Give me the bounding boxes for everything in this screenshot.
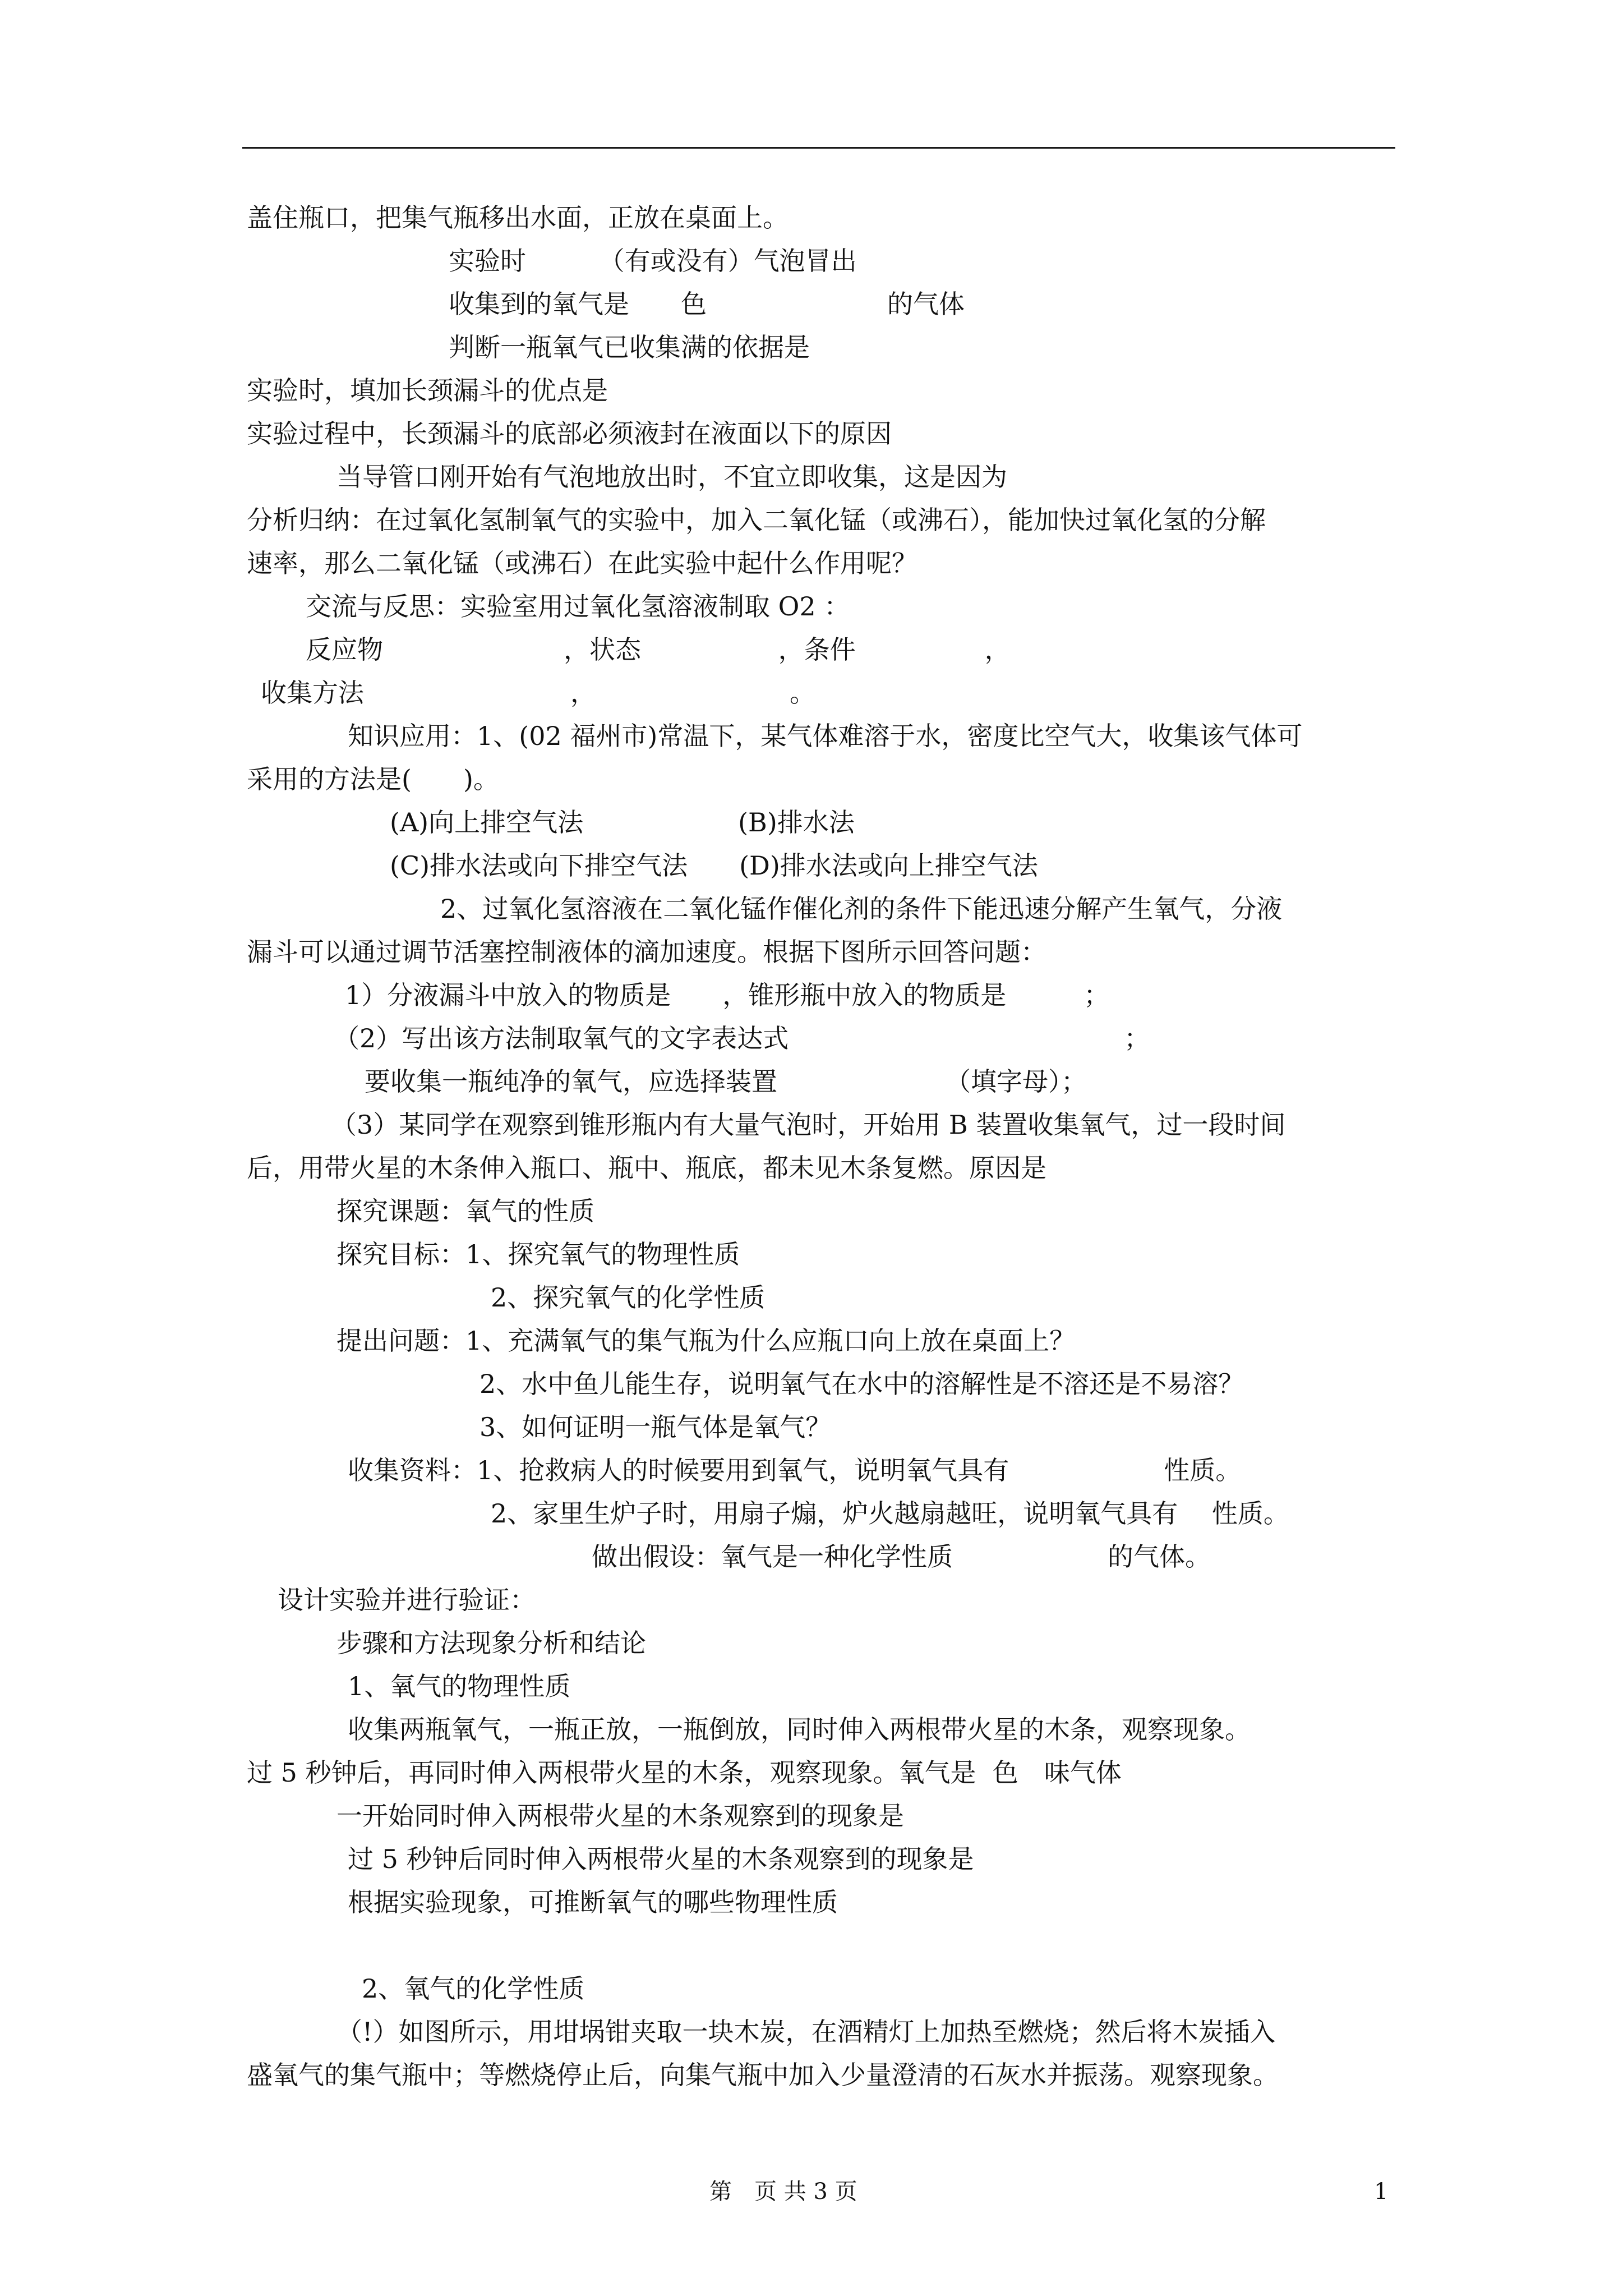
text-line: 收集资料：1、抢救病人的时候要用到氧气，说明氧气具有 性质。 (348, 1455, 1242, 1485)
text-line: 收集方法 ， 。 (261, 678, 815, 708)
text-line: 收集到的氧气是 色 的气体 (449, 289, 965, 319)
text-line: 知识应用：1、(02 福州市)常温下，某气体难溶于水，密度比空气大，收集该气体可 (348, 721, 1303, 751)
text-line: 判断一瓶氧气已收集满的依据是 (449, 332, 810, 362)
text-line: 盛氧气的集气瓶中；等燃烧停止后，向集气瓶中加入少量澄清的石灰水并振荡。观察现象。 (247, 2060, 1279, 2090)
text-line: 漏斗可以通过调节活塞控制液体的滴加速度。根据下图所示回答问题： (247, 937, 1046, 967)
text-line: 实验过程中，长颈漏斗的底部必须液封在液面以下的原因 (247, 418, 892, 449)
text-line: 1、氧气的物理性质 (348, 1671, 571, 1701)
text-line: 2、水中鱼儿能生存，说明氧气在水中的溶解性是不溶还是不易溶？ (479, 1369, 1244, 1399)
text-line: 步骤和方法现象分析和结论 (336, 1628, 646, 1658)
text-line: 交流与反思：实验室用过氧化氢溶液制取 O2 ： (306, 591, 850, 622)
text-line: 过 5 秒钟后同时伸入两根带火星的木条观察到的现象是 (348, 1844, 974, 1874)
text-line: 分析归纳：在过氧化氢制氧气的实验中，加入二氧化锰（或沸石），能加快过氧化氢的分解 (247, 505, 1266, 535)
text-line: (A)向上排空气法 (B)排水法 (390, 807, 855, 838)
text-line: 提出问题：1、充满氧气的集气瓶为什么应瓶口向上放在桌面上？ (336, 1326, 1076, 1356)
text-line: （2）写出该方法制取氧气的文字表达式 ； (334, 1023, 1150, 1053)
text-line: （!）如图所示，用坩埚钳夹取一块木炭，在酒精灯上加热至燃烧；然后将木炭插入 (336, 2017, 1276, 2047)
text-line: 采用的方法是( )。 (247, 764, 499, 794)
text-line: 反应物 ，状态 ，条件 ， (306, 634, 1011, 665)
text-line: 1）分液漏斗中放入的物质是 ，锥形瓶中放入的物质是 ； (345, 980, 1110, 1010)
text-line: 速率，那么二氧化锰（或沸石）在此实验中起什么作用呢？ (247, 548, 917, 578)
text-line: 收集两瓶氧气，一瓶正放，一瓶倒放，同时伸入两根带火星的木条，观察现象。 (348, 1714, 1251, 1745)
text-line: 2、氧气的化学性质 (362, 1973, 585, 2004)
text-line: （3）某同学在观察到锥形瓶内有大量气泡时，开始用 B 装置收集氧气，过一段时间 (331, 1110, 1286, 1140)
text-line: 2、过氧化氢溶液在二氧化锰作催化剂的条件下能迅速分解产生氧气，分液 (440, 894, 1283, 924)
text-line: 当导管口刚开始有气泡地放出时，不宜立即收集，这是因为 (336, 462, 1007, 492)
text-line: 2、探究氧气的化学性质 (491, 1282, 766, 1313)
text-line: 探究课题：氧气的性质 (336, 1196, 594, 1226)
text-line: 设计实验并进行验证： (278, 1585, 536, 1615)
page-footer-label: 第 页 共 3 页 (709, 2179, 857, 2205)
text-line: 实验时 （有或没有）气泡冒出 (449, 246, 857, 276)
text-line: 盖住瓶口，把集气瓶移出水面，正放在桌面上。 (247, 203, 789, 233)
text-line: 做出假设：氧气是一种化学性质 的气体。 (592, 1542, 1211, 1572)
text-line: 要收集一瓶纯净的氧气，应选择装置 （填字母）； (365, 1066, 1087, 1097)
page-number: 1 (1374, 2179, 1389, 2205)
text-line: 后，用带火星的木条伸入瓶口、瓶中、瓶底，都未见木条复燃。原因是 (247, 1153, 1046, 1183)
text-line: 过 5 秒钟后，再同时伸入两根带火星的木条，观察现象。氧气是 色 味气体 (247, 1757, 1122, 1788)
header-rule (242, 147, 1395, 149)
text-line: 探究目标：1、探究氧气的物理性质 (336, 1239, 740, 1269)
text-line: 2、家里生炉子时，用扇子煽，炉火越扇越旺，说明氧气具有 性质。 (491, 1498, 1289, 1529)
text-line: 实验时，填加长颈漏斗的优点是 (247, 375, 608, 406)
text-line: 3、如何证明一瓶气体是氧气？ (479, 1412, 832, 1442)
text-line: (C)排水法或向下排空气法 (D)排水法或向上排空气法 (390, 850, 1038, 881)
text-line: 一开始同时伸入两根带火星的木条观察到的现象是 (336, 1801, 904, 1831)
text-line: 根据实验现象，可推断氧气的哪些物理性质 (348, 1887, 838, 1917)
